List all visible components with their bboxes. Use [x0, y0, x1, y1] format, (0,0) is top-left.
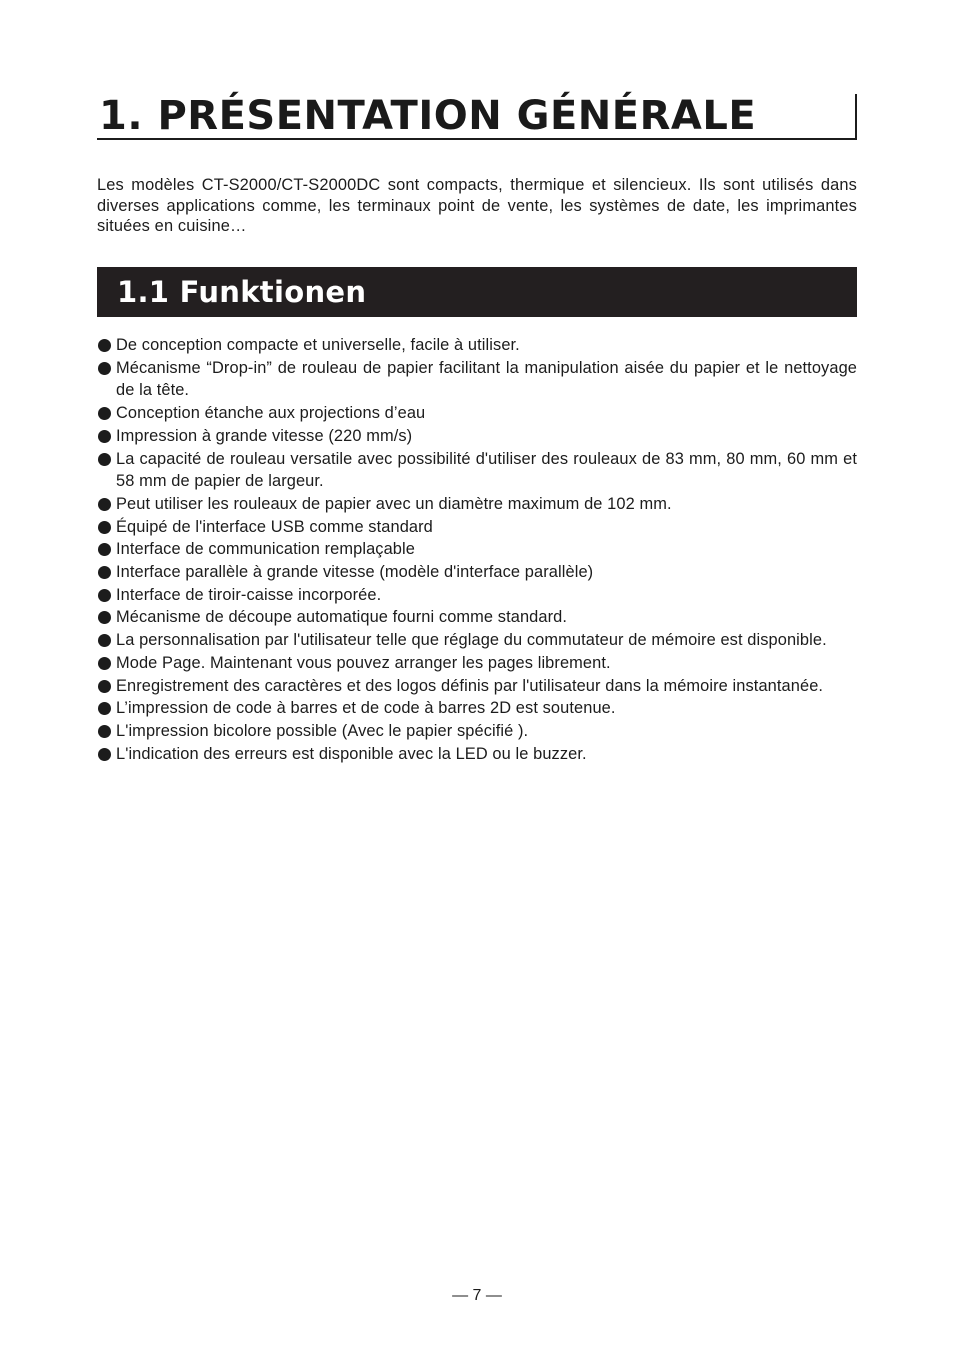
list-item-text: Enregistrement des caractères et des logos définis par l'utilisateur dans la mémoire instantanée.: [116, 676, 824, 695]
list-item: [97, 675, 857, 698]
list-item: [97, 402, 857, 425]
bullet-icon: [98, 453, 111, 466]
list-item: [97, 629, 857, 652]
bullet-icon: [98, 589, 111, 602]
bullet-icon: [98, 680, 111, 693]
bullet-icon: [98, 430, 111, 443]
bullet-icon: [98, 725, 111, 738]
list-item-text: Mode Page. Maintenant vous pouvez arranger les pages librement.: [116, 653, 611, 672]
list-item-text: Mécanisme de découpe automatique fourni comme standard.: [116, 608, 568, 627]
list-item-text: De conception compacte et universelle, facile à utiliser.: [116, 336, 520, 354]
list-item-text: Conception étanche aux projections d’eau: [116, 404, 426, 423]
list-item: [97, 697, 857, 720]
intro-paragraph: Les modèles CT-S2000/CT-S2000DC sont compacts, thermique et silencieux. Ils sont utilisés dans diverses applications comme, les terminaux point de vente, les systèmes de date, les imprimantes situées en cuisine…: [97, 176, 857, 236]
bullet-icon: [98, 362, 111, 375]
bullet-icon: [98, 566, 111, 579]
bullet-icon: [98, 498, 111, 511]
list-item: [97, 357, 857, 402]
chapter-heading: [97, 94, 857, 140]
list-item-text: Peut utiliser les rouleaux de papier avec un diamètre maximum de 102 mm.: [116, 494, 672, 513]
section-heading-bar: [97, 267, 857, 317]
bullet-icon: [98, 339, 111, 352]
list-item-text: Mécanisme “Drop-in” de rouleau de papier facilitant la manipulation aisée du papier et le nettoyage de la tête.: [116, 358, 857, 400]
list-item-text: L’impression de code à barres et de code à barres 2D est soutenue.: [116, 699, 616, 718]
feature-list: [97, 334, 857, 765]
bullet-icon: [98, 702, 111, 715]
bullet-icon: [98, 543, 111, 556]
list-item: [97, 584, 857, 607]
list-item: [97, 334, 857, 357]
list-item-text: L'impression bicolore possible (Avec le papier spécifié ).: [116, 721, 529, 740]
list-item: [97, 516, 857, 539]
list-item: [97, 538, 857, 561]
bullet-icon: [98, 748, 111, 761]
list-item: [97, 561, 857, 584]
bullet-icon: [98, 521, 111, 534]
chapter-title-text: 1. PRÉSENTATION GÉNÉRALE: [99, 93, 757, 139]
list-item: [97, 720, 857, 743]
list-item: [97, 425, 857, 448]
page-number: — 7 —: [452, 1287, 502, 1304]
list-item: [97, 652, 857, 675]
list-item-text: La capacité de rouleau versatile avec possibilité d'utiliser des rouleaux de 83 mm, 80 mm, 60 mm et 58 mm de papier de largeur.: [116, 449, 857, 491]
bullet-icon: [98, 634, 111, 647]
bullet-icon: [98, 657, 111, 670]
list-item-text: L'indication des erreurs est disponible avec la LED ou le buzzer.: [116, 744, 587, 763]
list-item-text: Interface de tiroir-caisse incorporée.: [116, 585, 382, 604]
list-item: [97, 493, 857, 516]
list-item-text: Interface de communication remplaçable: [116, 540, 415, 559]
bullet-icon: [98, 407, 111, 420]
list-item: [97, 448, 857, 493]
list-item: [97, 606, 857, 629]
list-item: [97, 743, 857, 766]
bullet-icon: [98, 611, 111, 624]
section-title-text: 1.1 Funktionen: [117, 275, 367, 309]
list-item-text: La personnalisation par l'utilisateur telle que réglage du commutateur de mémoire est disponible.: [116, 631, 827, 650]
list-item-text: Équipé de l'interface USB comme standard: [116, 517, 433, 536]
list-item-text: Interface parallèle à grande vitesse (modèle d'interface parallèle): [116, 563, 594, 582]
list-item-text: Impression à grande vitesse (220 mm/s): [116, 426, 413, 445]
